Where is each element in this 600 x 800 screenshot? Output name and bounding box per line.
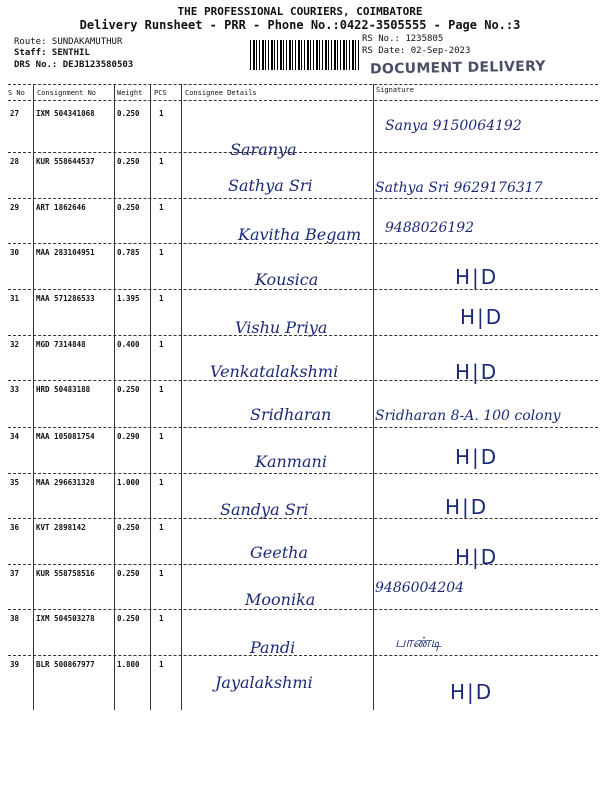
pieces-count: 1 (159, 660, 164, 669)
row-separator (8, 380, 598, 381)
weight-value: 0.250 (117, 203, 140, 212)
column-header-weight: Weight (117, 89, 143, 97)
weight-value: 0.250 (117, 157, 140, 166)
recipient-signature: H|D (455, 265, 499, 289)
weight-value: 0.250 (117, 614, 140, 623)
weight-value: 0.785 (117, 248, 140, 257)
serial-number: 27 (10, 109, 20, 118)
row-separator (8, 335, 598, 336)
rs-number: RS No.: 1235805 (362, 34, 444, 44)
consignee-name: Kousica (255, 270, 319, 289)
barcode (250, 40, 360, 70)
serial-number: 37 (10, 569, 20, 578)
serial-number: 38 (10, 614, 20, 623)
rs-date: RS Date: 02-Sep-2023 (362, 46, 471, 56)
weight-value: 1.395 (117, 294, 140, 303)
pieces-count: 1 (159, 248, 164, 257)
weight-value: 1.000 (117, 478, 140, 487)
pieces-count: 1 (159, 432, 164, 441)
serial-number: 30 (10, 248, 20, 257)
pieces-count: 1 (159, 203, 164, 212)
consignment-number: MAA 283104951 (36, 248, 95, 257)
weight-value: 0.400 (117, 340, 140, 349)
consignment-number: KUR 558644537 (36, 157, 95, 166)
drs-label: DRS No.: DEJB123580503 (14, 60, 134, 70)
row-separator (8, 243, 598, 244)
consignee-name: Kavitha Begam (238, 225, 362, 244)
weight-value: 0.250 (117, 385, 140, 394)
recipient-signature: H|D (455, 445, 499, 469)
pieces-count: 1 (159, 614, 164, 623)
serial-number: 28 (10, 157, 20, 166)
serial-number: 33 (10, 385, 20, 394)
runsheet-title: Delivery Runsheet - PRR - Phone No.:0422-3505555 - Page No.:3 (79, 18, 521, 32)
pieces-count: 1 (159, 157, 164, 166)
recipient-signature: 9486004204 (375, 580, 465, 596)
row-separator (8, 198, 598, 199)
consignment-number: IXM 504341068 (36, 109, 95, 118)
recipient-signature: Sridharan 8-A. 100 colony (375, 408, 561, 424)
weight-value: 0.250 (117, 109, 140, 118)
weight-value: 0.250 (117, 523, 140, 532)
recipient-signature: பாண்டி (395, 635, 442, 651)
serial-number: 36 (10, 523, 20, 532)
col-divider (373, 84, 374, 710)
column-header-sno: S No (8, 89, 25, 97)
consignee-name: Pandi (250, 638, 296, 657)
col-divider (33, 84, 34, 710)
consignment-number: HRD 50483188 (36, 385, 91, 394)
consignment-number: KVT 2898142 (36, 523, 86, 532)
pieces-count: 1 (159, 478, 164, 487)
consignee-name: Sathya Sri (228, 176, 313, 195)
pieces-count: 1 (159, 523, 164, 532)
col-divider (114, 84, 115, 710)
column-header-consignment: Consignment No (37, 89, 97, 97)
row-separator (8, 289, 598, 290)
consignment-number: MGD 7314848 (36, 340, 86, 349)
column-header-signature: Signature (376, 86, 414, 94)
recipient-signature: Sanya 9150064192 (385, 118, 522, 134)
staff-label: Staff: SENTHIL (14, 48, 90, 58)
consignee-name: Venkatalakshmi (210, 362, 339, 381)
column-header-details: Consignee Details (185, 89, 257, 97)
consignment-number: MAA 296631328 (36, 478, 95, 487)
pieces-count: 1 (159, 294, 164, 303)
weight-value: 0.290 (117, 432, 140, 441)
weight-value: 1.800 (117, 660, 140, 669)
pieces-count: 1 (159, 109, 164, 118)
recipient-signature: 9488026192 (385, 220, 475, 236)
document-delivery-stamp: DOCUMENT DELIVERY (369, 58, 546, 78)
recipient-signature: H|D (445, 495, 489, 519)
weight-value: 0.250 (117, 569, 140, 578)
consignment-number: BLR 500867977 (36, 660, 95, 669)
serial-number: 39 (10, 660, 20, 669)
recipient-signature: H|D (450, 680, 494, 704)
consignment-number: MAA 105081754 (36, 432, 95, 441)
recipient-signature: Sathya Sri 9629176317 (375, 180, 543, 196)
col-divider (181, 84, 182, 710)
consignee-name: Sridharan (250, 405, 332, 424)
consignee-name: Sandya Sri (220, 500, 309, 519)
consignment-number: MAA 571286533 (36, 294, 95, 303)
recipient-signature: H|D (455, 545, 499, 569)
company-title: THE PROFESSIONAL COURIERS, COIMBATORE (177, 5, 423, 18)
row-separator (8, 609, 598, 610)
consignee-name: Geetha (250, 543, 308, 562)
serial-number: 29 (10, 203, 20, 212)
row-separator (8, 473, 598, 474)
header-bottom-rule (8, 100, 598, 101)
consignment-number: ART 1862646 (36, 203, 86, 212)
row-separator (8, 518, 598, 519)
consignee-name: Kanmani (255, 452, 327, 471)
recipient-signature: H|D (455, 360, 499, 384)
row-separator (8, 427, 598, 428)
consignment-number: IXM 504503278 (36, 614, 95, 623)
col-divider (150, 84, 151, 710)
serial-number: 32 (10, 340, 20, 349)
consignee-name: Moonika (245, 590, 316, 609)
pieces-count: 1 (159, 340, 164, 349)
row-separator (8, 564, 598, 565)
serial-number: 34 (10, 432, 20, 441)
consignee-name: Jayalakshmi (215, 673, 313, 692)
row-separator (8, 655, 598, 656)
consignment-number: KUR 558758516 (36, 569, 95, 578)
consignee-name: Vishu Priya (235, 318, 328, 337)
serial-number: 31 (10, 294, 20, 303)
table-top-rule (8, 84, 598, 85)
route-label: Route: SUNDAKAMUTHUR (14, 37, 123, 47)
serial-number: 35 (10, 478, 20, 487)
row-separator (8, 152, 598, 153)
consignee-name: Saranya (230, 140, 297, 159)
pieces-count: 1 (159, 569, 164, 578)
pieces-count: 1 (159, 385, 164, 394)
column-header-pcs: PCS (154, 89, 167, 97)
recipient-signature: H|D (460, 305, 504, 329)
